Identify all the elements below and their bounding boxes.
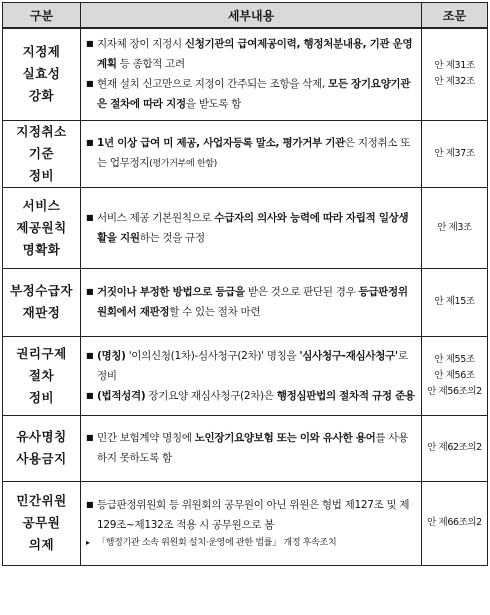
category-line: 절차	[28, 367, 55, 383]
detail-text-bold: '심사청구-재심사청구'	[299, 349, 398, 362]
detail-text	[97, 386, 417, 406]
detail-text-bold: (명칭)	[97, 349, 126, 362]
details-cell	[81, 336, 422, 415]
detail-text-bold: 신청기관의 급여제공이력, 행정처분내용, 기관 운영 계획	[97, 38, 413, 71]
square-bullet-icon: ■	[86, 390, 94, 400]
detail-text-segment: 를 사용하지 못하도록 함	[97, 432, 409, 464]
detail-text-bold: 거짓이나 부정한 방법으로 등급을	[97, 286, 245, 298]
header-article: 조문	[422, 3, 488, 29]
article-ref: 안 제3조	[437, 221, 472, 233]
category-cell	[3, 481, 81, 565]
category-line: 정비	[28, 389, 55, 405]
header-category: 구분	[3, 3, 81, 29]
article-cell	[422, 187, 488, 268]
detail-text-segment: 할 수 있는 절차 마련	[169, 306, 261, 318]
category-line: 기준	[28, 145, 55, 161]
category-cell	[3, 120, 81, 187]
details-cell	[81, 120, 422, 187]
article-cell	[422, 415, 488, 481]
detail-text-segment: 을 받도록 함	[185, 98, 242, 111]
detail-text	[97, 208, 417, 248]
category-cell	[3, 28, 81, 120]
category-line: 유사명칭	[16, 429, 67, 444]
detail-text-segment: 장기요양 재심사청구(2차)은	[145, 389, 277, 402]
detail-text-segment: 하는 것을 규정	[139, 231, 205, 244]
category-line: 서비스	[22, 197, 61, 213]
detail-text	[97, 133, 417, 174]
category-line: 강화	[28, 88, 55, 104]
summary-table	[2, 2, 488, 566]
detail-text-bold: 행정심판법의 절차적 규정 준용	[276, 389, 415, 402]
article-cell	[422, 268, 488, 336]
article-cell	[422, 120, 488, 187]
header-details: 세부내용	[81, 3, 422, 29]
article-cell	[422, 336, 488, 415]
detail-note	[86, 535, 417, 551]
square-bullet-icon: ■	[86, 138, 94, 147]
table-row	[3, 28, 488, 120]
detail-text-bold: 수급자의 의사와 능력에 따라 자립적 일상생활을 지원	[97, 211, 409, 244]
table-row	[3, 187, 488, 268]
details-cell	[81, 268, 422, 336]
square-bullet-icon: ■	[86, 500, 94, 509]
square-bullet-icon: ■	[86, 350, 94, 360]
table-row	[3, 336, 488, 415]
square-bullet-icon: ■	[86, 212, 94, 222]
category-cell	[3, 336, 81, 415]
article-ref: 안 제32조	[434, 76, 475, 88]
article-ref: 안 제62조의2	[427, 442, 482, 453]
detail-item	[86, 74, 417, 114]
article-ref: 안 제31조	[434, 60, 475, 72]
detail-text	[97, 495, 417, 535]
detail-text-segment: 은 지정취소 또는 업무정지	[97, 137, 411, 169]
detail-text	[97, 282, 417, 322]
table-body	[3, 28, 488, 565]
table-row	[3, 268, 488, 336]
detail-text-segment: 지자체 장이 지정시	[97, 38, 185, 51]
detail-text-segment: 등급판정위원회 등 위원회의 공무원이 아닌 위원은 형법 제127조 및 제129조~제132조 적용 시 공무원으로 봄	[97, 499, 410, 531]
detail-item	[86, 133, 417, 174]
detail-item	[86, 208, 417, 248]
table-row	[3, 415, 488, 481]
article-ref: 안 제56조의2	[427, 385, 482, 397]
category-cell	[3, 187, 81, 268]
detail-text-segment: 받은 것으로 판단된 경우	[244, 286, 359, 298]
detail-text-segment: (평가거부에 한함)	[149, 159, 218, 169]
category-line: 실효성	[22, 66, 61, 82]
detail-item	[86, 282, 417, 322]
category-line: 사용금지	[16, 451, 67, 466]
detail-text	[97, 74, 417, 114]
detail-text	[97, 346, 417, 386]
article-ref: 안 제37조	[434, 147, 475, 159]
category-line: 명확화	[22, 241, 61, 257]
category-line: 재판정	[22, 305, 61, 320]
detail-text-segment: 로 정비	[97, 349, 408, 382]
detail-item	[86, 386, 417, 406]
table-header-row	[3, 3, 488, 29]
category-line: 공무원	[22, 515, 61, 530]
detail-text-bold: (법적성격)	[97, 389, 146, 402]
article-ref: 안 제15조	[434, 296, 475, 307]
category-cell	[3, 268, 81, 336]
article-ref: 안 제56조	[434, 369, 475, 381]
triangle-bullet-icon: ▸	[86, 538, 90, 547]
category-line: 제공원칙	[16, 219, 67, 235]
category-line: 지정제	[22, 44, 61, 60]
category-line: 권리구제	[16, 345, 67, 361]
document	[2, 2, 487, 566]
detail-text-bold: 1년 이상 급여 미 제공, 사업자등록 말소, 평가거부 기관	[97, 137, 345, 149]
detail-text-segment: '이의신청(1차)-심사청구(2차)' 명칭을	[125, 349, 300, 362]
table-row	[3, 481, 488, 565]
table-row	[3, 120, 488, 187]
detail-item	[86, 428, 417, 468]
category-line: 부정수급자	[10, 283, 73, 298]
category-line: 정비	[28, 167, 55, 183]
detail-item	[86, 346, 417, 386]
category-cell	[3, 415, 81, 481]
detail-text-segment: 등 종합적 고려	[116, 58, 185, 71]
detail-text-segment: 민간 보험계약 명칭에	[97, 432, 195, 444]
detail-item	[86, 495, 417, 535]
article-ref: 안 제66조의2	[427, 517, 482, 528]
details-cell	[81, 415, 422, 481]
detail-item	[86, 34, 417, 74]
square-bullet-icon: ■	[86, 433, 94, 442]
detail-text	[97, 34, 417, 74]
square-bullet-icon: ■	[86, 287, 94, 296]
square-bullet-icon: ■	[86, 79, 94, 89]
article-cell	[422, 481, 488, 565]
detail-text-segment: 현재 설치 신고만으로 지정이 간주되는 조항을 삭제,	[97, 78, 329, 91]
category-line: 민간위원	[16, 493, 67, 508]
details-cell	[81, 187, 422, 268]
article-cell	[422, 28, 488, 120]
detail-text-bold: 모든 장기요양기관은 절차에 따라 지정	[97, 78, 411, 111]
category-line: 지정취소	[16, 123, 67, 139]
details-cell	[81, 481, 422, 565]
detail-text-segment: 서비스 제공 기본원칙으로	[97, 211, 215, 224]
category-line: 의제	[28, 537, 55, 552]
article-ref: 안 제55조	[434, 353, 475, 365]
square-bullet-icon: ■	[86, 39, 94, 49]
detail-text	[97, 428, 417, 468]
detail-note-text: 「행정기관 소속 위원회 설치·운영에 관한 법률」 개정 후속조치	[97, 538, 337, 548]
detail-text-bold: 등급판정위원회에서 재판정	[97, 286, 408, 318]
details-cell	[81, 28, 422, 120]
detail-text-bold: 노인장기요양보험 또는 이와 유사한 용어	[194, 432, 376, 444]
